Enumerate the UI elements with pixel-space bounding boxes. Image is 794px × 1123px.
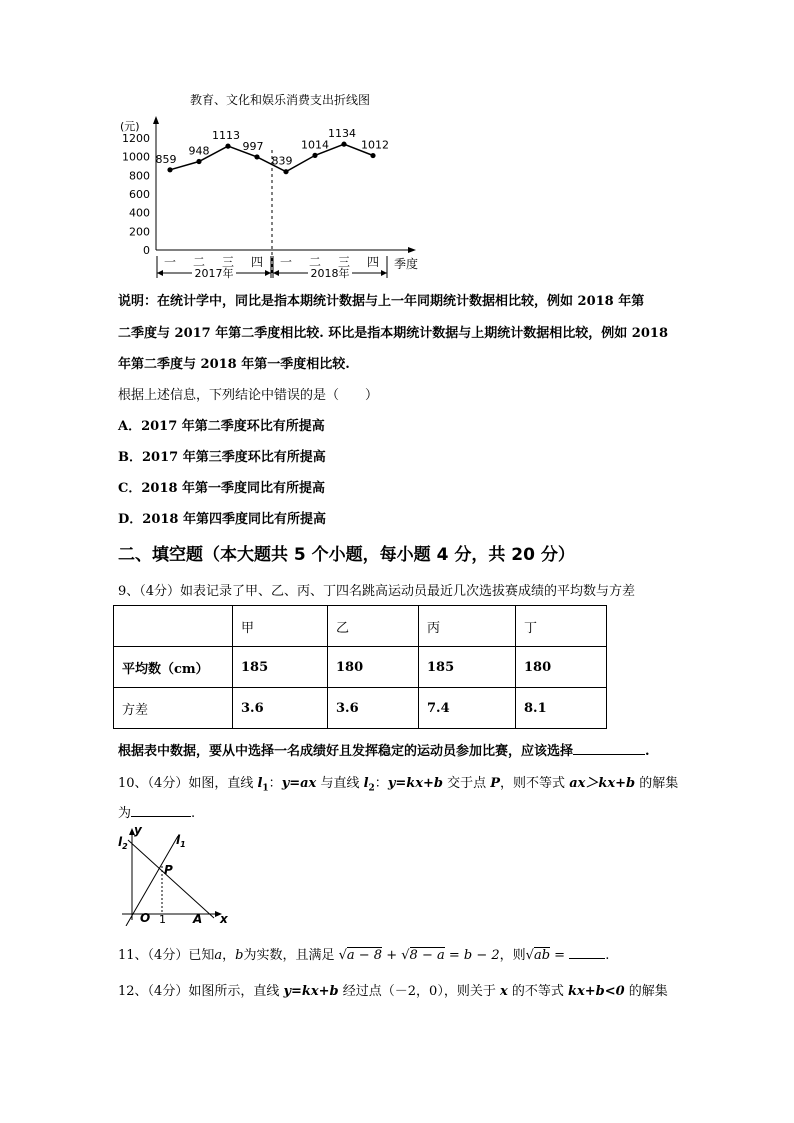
x-axis-arrow [408, 247, 416, 253]
table-row [114, 688, 607, 729]
q10-point-p: P [490, 776, 501, 791]
explanation-line-3: 年第二季度与 2018 年第一季度相比较. [118, 357, 350, 372]
table-cell [114, 606, 233, 647]
q10-mid3: ，则不等式 [500, 776, 570, 791]
y-axis-arrow [153, 116, 159, 124]
q10-colon1: ： [268, 776, 282, 791]
y-tick-label: 0 [143, 244, 150, 257]
q12-prefix: 12、（4分）如图所示，直线 [118, 984, 284, 999]
data-point [370, 153, 375, 158]
q11-equation: √a − 8 + √8 − a = b − 2 [338, 948, 500, 963]
x-tick-label: 一 [163, 255, 177, 269]
q10-line2-end: . [191, 806, 196, 821]
group-bracket-arrow [381, 270, 387, 276]
q11-mid: 为实数，且满足 [243, 948, 335, 963]
table-row [114, 647, 607, 688]
x-tick-label: 三 [221, 255, 235, 269]
label-l2 [118, 835, 128, 851]
y-tick-label: 400 [129, 206, 150, 220]
x-tick-label: 二 [308, 255, 322, 269]
stats-table [113, 605, 607, 729]
data-label: 1134 [328, 127, 356, 141]
label-x: x [220, 912, 228, 926]
q12-equation: y=kx+b [283, 984, 339, 999]
answer-blank[interactable] [131, 816, 191, 817]
table-cell: 180 [516, 647, 607, 688]
label-o: O [140, 911, 151, 925]
q10-mid2: 交于点 [443, 776, 491, 791]
group-bracket-arrow [273, 270, 279, 276]
q10-l1-sub: 1 [262, 783, 269, 794]
line-l1 [126, 836, 178, 926]
option-c: C．2018 年第一季度同比有所提高 [118, 481, 326, 496]
x-tick-label: 四 [250, 255, 264, 269]
data-point [312, 153, 317, 158]
data-label: 1113 [212, 129, 240, 143]
q11-rhs: = b − 2 [444, 948, 500, 963]
q11-comma: ， [222, 948, 236, 963]
question-9-prompt [118, 740, 650, 759]
option-a: A．2017 年第二季度环比有所提高 [118, 419, 325, 434]
q10-l1: l [257, 776, 263, 791]
q11-b: b [235, 948, 244, 963]
y-tick-label: 200 [129, 225, 150, 239]
section-title: 二、填空题（本大题共 5 个小题，每小题 4 分，共 20 分） [118, 545, 575, 565]
chart-title: 教育、文化和娱乐消费支出折线图 [189, 93, 371, 107]
q11-prefix: 11、（4分）已知 [118, 948, 215, 963]
x-tick-label: 四 [366, 255, 380, 269]
table-cell: 8.1 [516, 688, 607, 729]
data-label: 948 [188, 144, 210, 158]
q11-sqrt3: ab [533, 948, 551, 963]
q10-prefix: 10、（4分）如图，直线 [118, 776, 258, 791]
question-10-stem [118, 772, 678, 794]
q10-l2-sub: 2 [368, 783, 375, 794]
label-l1 [176, 833, 186, 849]
table-header-jia: 甲 [233, 606, 328, 647]
data-point [167, 167, 172, 172]
question-9-prompt-text: 根据表中数据，要从中选择一名成绩好且发挥稳定的运动员参加比赛，应该选择 [118, 744, 574, 759]
label-y: y [134, 823, 142, 837]
q10-eq1: y=ax [281, 776, 317, 791]
question-9-end: . [645, 744, 650, 759]
q11-sqrt2: 8 − a [409, 948, 445, 963]
explanation-line-2: 二季度与 2017 年第二季度相比较. 环比是指本期统计数据与上期统计数据相比较，例如 2018 [118, 326, 668, 341]
answer-blank[interactable] [573, 754, 645, 755]
q10-figure [112, 822, 234, 926]
data-label: 1012 [361, 138, 389, 152]
data-label: 1014 [301, 138, 329, 152]
data-point [196, 159, 201, 164]
question-10-line-2 [118, 802, 195, 821]
q10-mid1: 与直线 [316, 776, 364, 791]
table-cell: 185 [419, 647, 516, 688]
q12-suffix: 的解集 [624, 984, 668, 999]
data-label: 839 [271, 154, 293, 168]
table-header-row [114, 606, 607, 647]
option-b: B．2017 年第三季度环比有所提高 [118, 450, 326, 465]
q10-l2: l [363, 776, 369, 791]
table-header-ding: 丁 [516, 606, 607, 647]
q12-mid2: 的不等式 [507, 984, 568, 999]
data-point [254, 154, 259, 159]
q10-eq2: y=kx+b [387, 776, 443, 791]
question-11-stem [118, 944, 609, 963]
table-cell: 180 [328, 647, 419, 688]
x-axis-label: 季度 [394, 257, 419, 271]
y-axis-unit: (元) [120, 120, 140, 133]
label-l2-sub: 2 [122, 842, 128, 851]
table-header-yi: 乙 [328, 606, 419, 647]
y-tick-label: 600 [129, 188, 150, 201]
q12-mid1: 经过点（－2，0），则关于 [338, 984, 500, 999]
q10-suffix: 的解集 [635, 776, 679, 791]
x-tick-label: 三 [337, 255, 351, 269]
y-tick-label: 1200 [122, 132, 150, 145]
label-one: 1 [159, 913, 166, 926]
x-tick-label: 二 [192, 255, 206, 269]
group-label: 2017年 [194, 267, 234, 280]
data-label: 997 [242, 139, 264, 153]
q10-colon2: ： [374, 776, 388, 791]
label-l1-sub: 1 [180, 840, 186, 849]
table-cell: 3.6 [328, 688, 419, 729]
label-l1-main: l [176, 833, 181, 847]
q11-sqrt1: a − 8 [346, 948, 383, 963]
question-12-stem [118, 980, 668, 999]
x-tick-label: 一 [279, 255, 293, 269]
q11-plus: + [382, 948, 402, 963]
table-cell: 3.6 [233, 688, 328, 729]
table-cell: 7.4 [419, 688, 516, 729]
answer-blank[interactable] [569, 958, 605, 959]
question-8-stem: 根据上述信息，下列结论中错误的是（ ） [118, 388, 379, 403]
label-l2-main: l [118, 835, 123, 849]
q12-inequality: kx+b<0 [567, 984, 625, 999]
group-label: 2018年 [310, 267, 350, 280]
q11-then: ，则 [499, 948, 526, 963]
q11-eqs: = [550, 948, 570, 963]
q11-end: . [605, 948, 610, 963]
data-point [225, 144, 230, 149]
table-header-bing: 丙 [419, 606, 516, 647]
y-tick-label: 1000 [122, 150, 150, 164]
explanation-line-1: 说明：在统计学中，同比是指本期统计数据与上一年同期统计数据相比较，例如 2018 年第 [118, 294, 645, 309]
group-bracket-arrow [265, 270, 271, 276]
table-cell: 185 [233, 647, 328, 688]
q10-inequality: ax＞kx+b [569, 776, 636, 791]
table-row-label: 平均数（cm） [114, 647, 233, 688]
line-chart [110, 88, 440, 283]
q11-result: √ab = [525, 948, 570, 963]
group-bracket-arrow [157, 270, 163, 276]
label-p: P [164, 863, 173, 877]
label-a: A [193, 912, 203, 926]
q12-x: x [499, 984, 508, 999]
data-point [341, 142, 346, 147]
line-l2 [128, 840, 214, 918]
data-label: 859 [155, 152, 177, 166]
question-9-stem: 9、（4分）如表记录了甲、乙、丙、丁四名跳高运动员最近几次选拔赛成绩的平均数与方差 [118, 584, 636, 599]
y-tick-label: 800 [129, 169, 150, 183]
data-point [283, 169, 288, 174]
option-d: D．2018 年第四季度同比有所提高 [118, 512, 326, 527]
table-row-label: 方差 [114, 688, 233, 729]
q10-line2-prefix: 为 [118, 806, 132, 821]
q11-a: a [214, 948, 223, 963]
y-axis-ticks [122, 132, 150, 257]
